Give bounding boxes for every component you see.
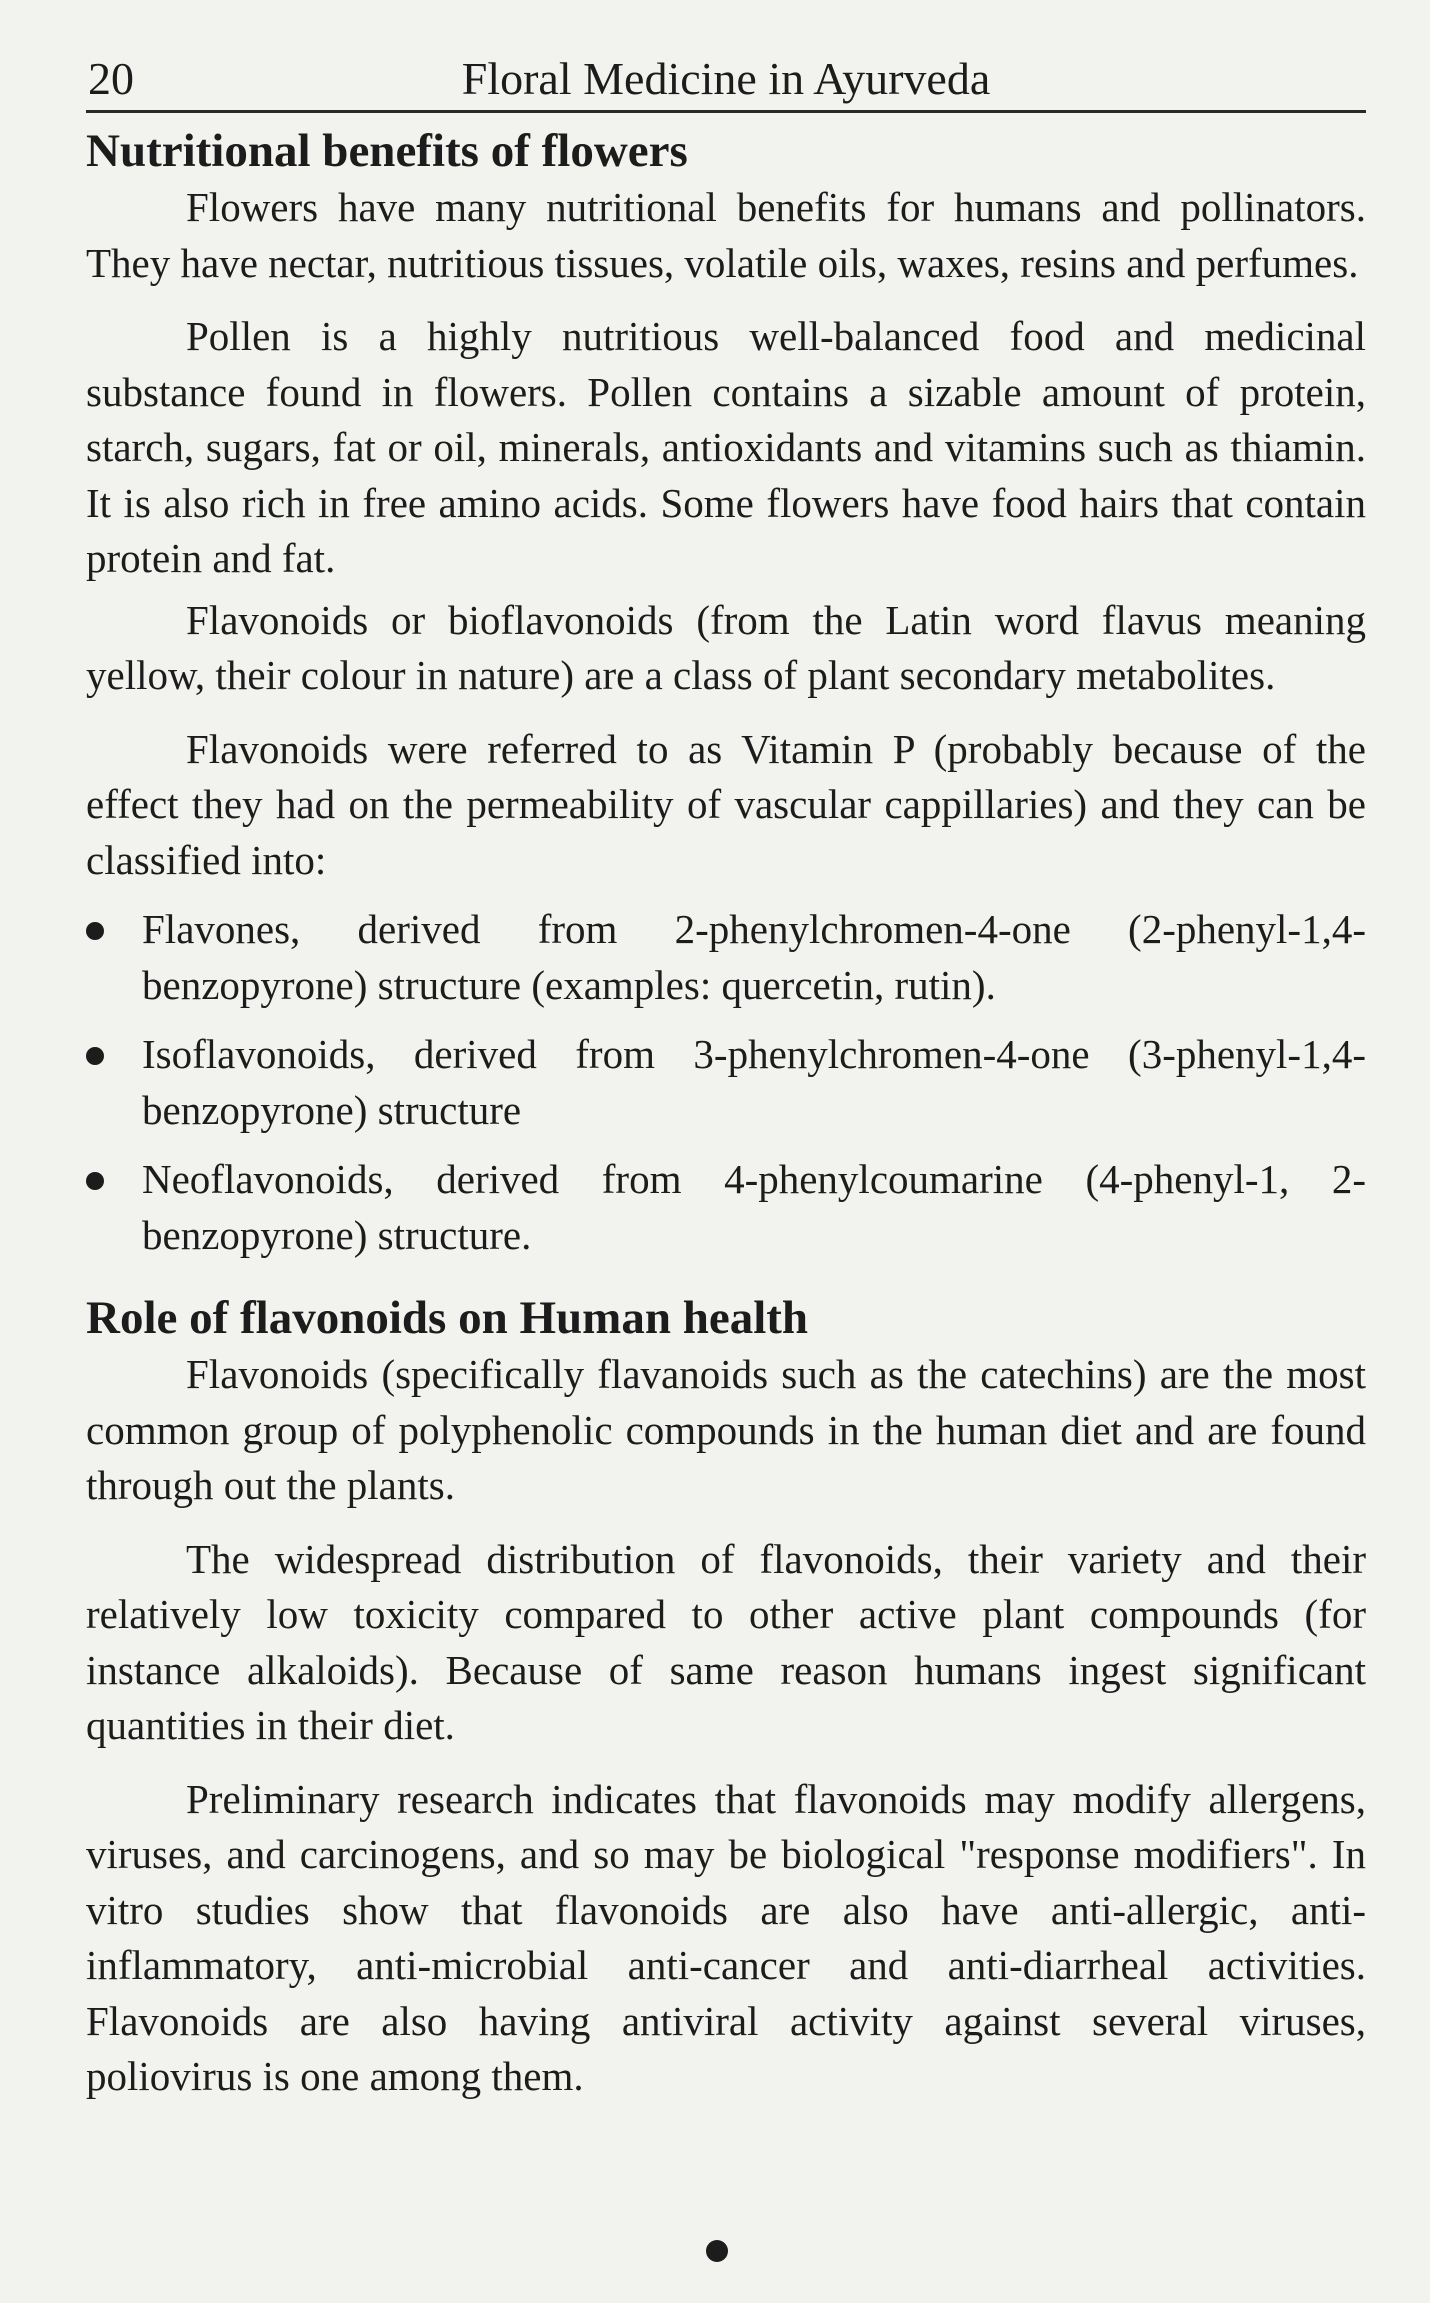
paragraph: Flavonoids were referred to as Vitamin P (probably because of the effect they had on the permeability of vascular cappillaries) and they can be classified into: [86, 725, 1366, 883]
page-body [86, 122, 1366, 2105]
page-number: 20 [88, 53, 134, 104]
flavonoid-class-list [86, 902, 1366, 1263]
running-title: Floral Medicine in Ayurveda [461, 53, 991, 104]
list-item [86, 1027, 1366, 1138]
paragraph: Pollen is a highly nutritious well-balanced food and medicinal substance found in flowers. Pollen contains a sizable amount of protein, starch, sugars, fat or oil, minerals, antioxidants and vitamins such as thiamin. It is also rich in free amino acids. Some flowers have food hairs that contain protein and fat. [86, 313, 1366, 581]
list-item-text: Neoflavonoids, derived from 4-phenylcoumarine (4-phenyl-1, 2-benzopyrone) structure. [142, 1156, 1366, 1258]
section-heading: Nutritional benefits of flowers [86, 125, 688, 177]
page-header [86, 48, 1366, 113]
list-item [86, 1152, 1366, 1263]
paragraph: Flavonoids (specifically flavanoids such as the catechins) are the most common group of polyphenolic compounds in the human diet and are found through out the plants. [86, 1351, 1366, 1508]
section-human-health [86, 1289, 1366, 2105]
footer-dot-icon [706, 2240, 728, 2262]
bullet-icon [86, 1047, 104, 1065]
list-item [86, 902, 1366, 1013]
list-item-text: Isoflavonoids, derived from 3-phenylchromen-4-one (3-phenyl-1,4-benzopyrone) structure [142, 1031, 1366, 1133]
bullet-icon [86, 1172, 104, 1190]
paragraph: Flowers have many nutritional benefits for humans and pollinators. They have nectar, nutritious tissues, volatile oils, waxes, resins and perfumes. [86, 184, 1366, 286]
paragraph: Preliminary research indicates that flavonoids may modify allergens, viruses, and carcinogens, and so may be biological "response modifiers". In vitro studies show that flavonoids are also have anti-allergic, anti-inflammatory, anti-microbial anti-cancer and anti-diarrheal activities. Flavonoids are also having antiviral activity against several viruses, poliovirus is one among them. [86, 1775, 1366, 2099]
list-item-text: Flavones, derived from 2-phenylchromen-4-one (2-phenyl-1,4-benzopyrone) structure (examples: quercetin, rutin). [142, 906, 1366, 1008]
paragraph: The widespread distribution of flavonoids, their variety and their relatively low toxicity compared to other active plant compounds (for instance alkaloids). Because of same reason humans ingest significant quantities in their diet. [86, 1535, 1366, 1748]
section-nutritional-benefits [86, 122, 1366, 1263]
paragraph: Flavonoids or bioflavonoids (from the Latin word flavus meaning yellow, their colour in nature) are a class of plant secondary metabolites. [86, 596, 1366, 698]
bullet-icon [86, 922, 104, 940]
section-heading: Role of flavonoids on Human health [86, 1292, 809, 1344]
